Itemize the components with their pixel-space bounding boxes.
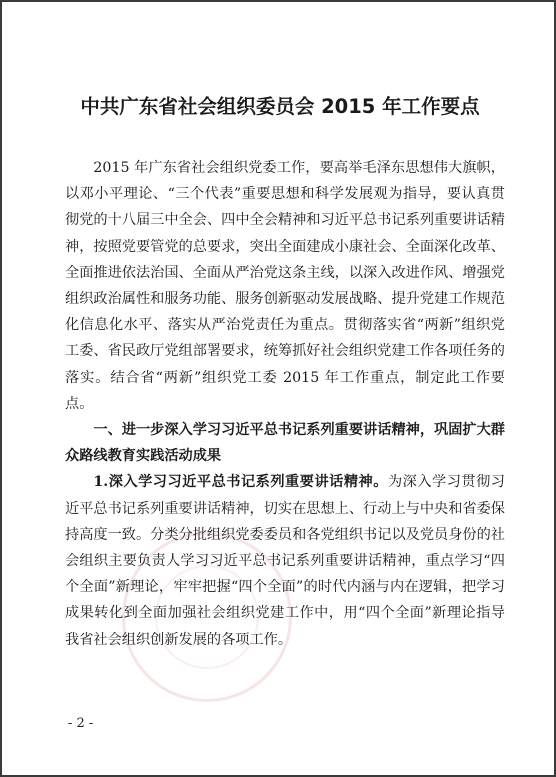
item-1-paragraph: [65, 469, 505, 652]
item-1-text: 为深入学习贯彻习近平总书记系列重要讲话精神，切实在思想上、行动上与中央和省委保持高度一致。分类分批组织党委委员和各党组织书记以及党员身份的社会组织主要负责人学习习近平总书记系列重要讲话精神，重点学习“四个全面”新理论，牢牢把握“四个全面”的时代内涵与内在逻辑，把学习成果转化到全面加强社会组织党建工作中，用“四个全面”新理论指导我省社会组织创新发展的各项工作。: [65, 474, 505, 648]
intro-paragraph: 2015 年广东省社会组织党委工作，要高举毛泽东思想伟大旗帜，以邓小平理论、“三个代表”重要思想和科学发展观为指导，要认真贯彻党的十八届三中全会、四中全会精神和习近平总书记系列重要讲话精神，按照党要管党的总要求，突出全面建成小康社会、全面深化改革、全面推进依法治国、全面从严治党这条主线，以深入改进作风、增强党组织政治属性和服务功能、服务创新驱动发展战略、提升党建工作规范化信息化水平、落实从严治党责任为重点。贯彻落实省“两新”组织党工委、省民政厅党组部署要求，统筹抓好社会组织党建工作各项任务的落实。结合省“两新”组织党工委 2015 年工作重点，制定此工作要点。: [65, 160, 505, 412]
document-body: [65, 155, 505, 653]
item-1-lead: 1.深入学习习近平总书记系列重要讲话精神。: [93, 474, 388, 491]
document-title: 中共广东省社会组织委员会 2015 年工作要点: [80, 95, 480, 118]
page-number: - 2 -: [68, 716, 94, 731]
section-heading-1: 一、进一步深入学习习近平总书记系列重要讲话精神，巩固扩大群众路线教育实践活动成果: [65, 422, 505, 465]
